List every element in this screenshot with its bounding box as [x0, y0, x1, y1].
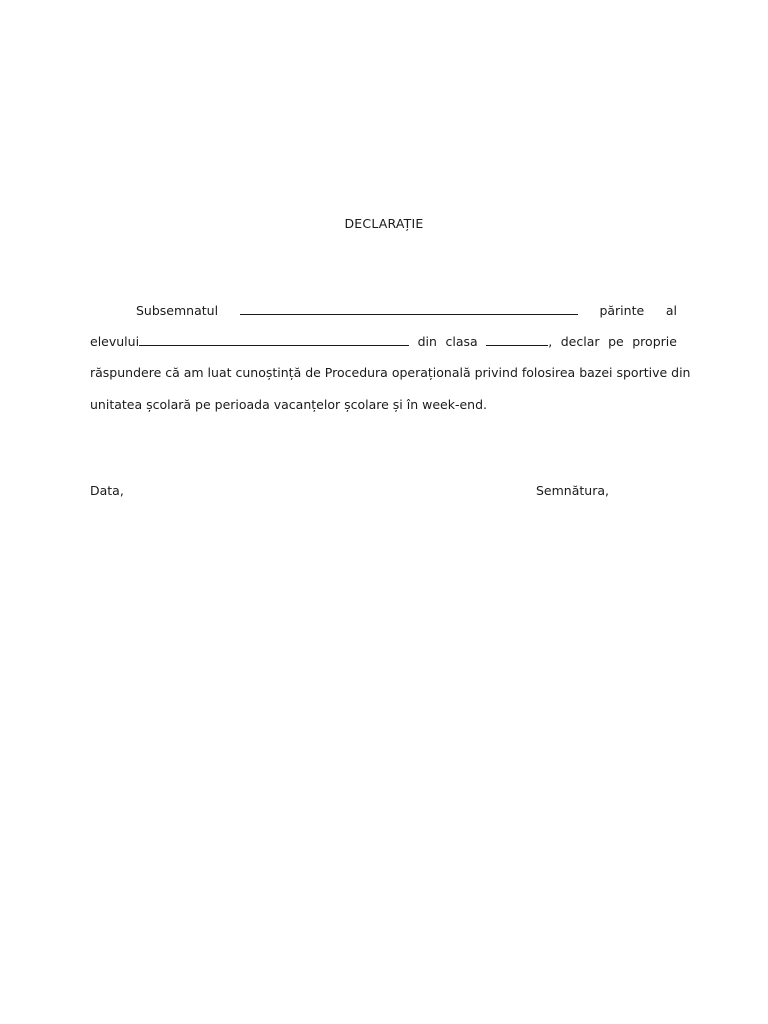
word-parinte: părinte	[599, 303, 645, 318]
comma: ,	[548, 334, 553, 349]
class-segment	[486, 332, 552, 352]
paragraph-line-1	[90, 301, 677, 321]
word-subsemnatul: Subsemnatul	[136, 303, 219, 318]
student-name-blank[interactable]	[139, 332, 409, 346]
document-title: DECLARAȚIE	[344, 216, 424, 231]
word-elevului: elevului	[90, 334, 140, 349]
word-pe: pe	[608, 334, 624, 349]
parent-name-blank[interactable]	[240, 301, 578, 315]
word-declar: declar	[560, 334, 600, 349]
class-blank[interactable]	[486, 332, 548, 346]
student-segment	[90, 332, 409, 352]
word-al: al	[665, 303, 677, 318]
line-1-content	[136, 301, 677, 321]
paragraph-line-3: răspundere că am luat cunoștință de Procedura operațională privind folosirea bazei sportive din	[90, 365, 691, 380]
paragraph-line-4: unitatea școlară pe perioada vacanțelor școlare și în week-end.	[90, 397, 487, 412]
signature-label: Semnătura,	[536, 483, 609, 498]
paragraph-line-2	[90, 332, 677, 352]
word-proprie: proprie	[632, 334, 677, 349]
line-2-content	[90, 332, 677, 352]
word-din: din	[417, 334, 437, 349]
word-clasa: clasa	[445, 334, 478, 349]
date-label: Data,	[90, 483, 124, 498]
